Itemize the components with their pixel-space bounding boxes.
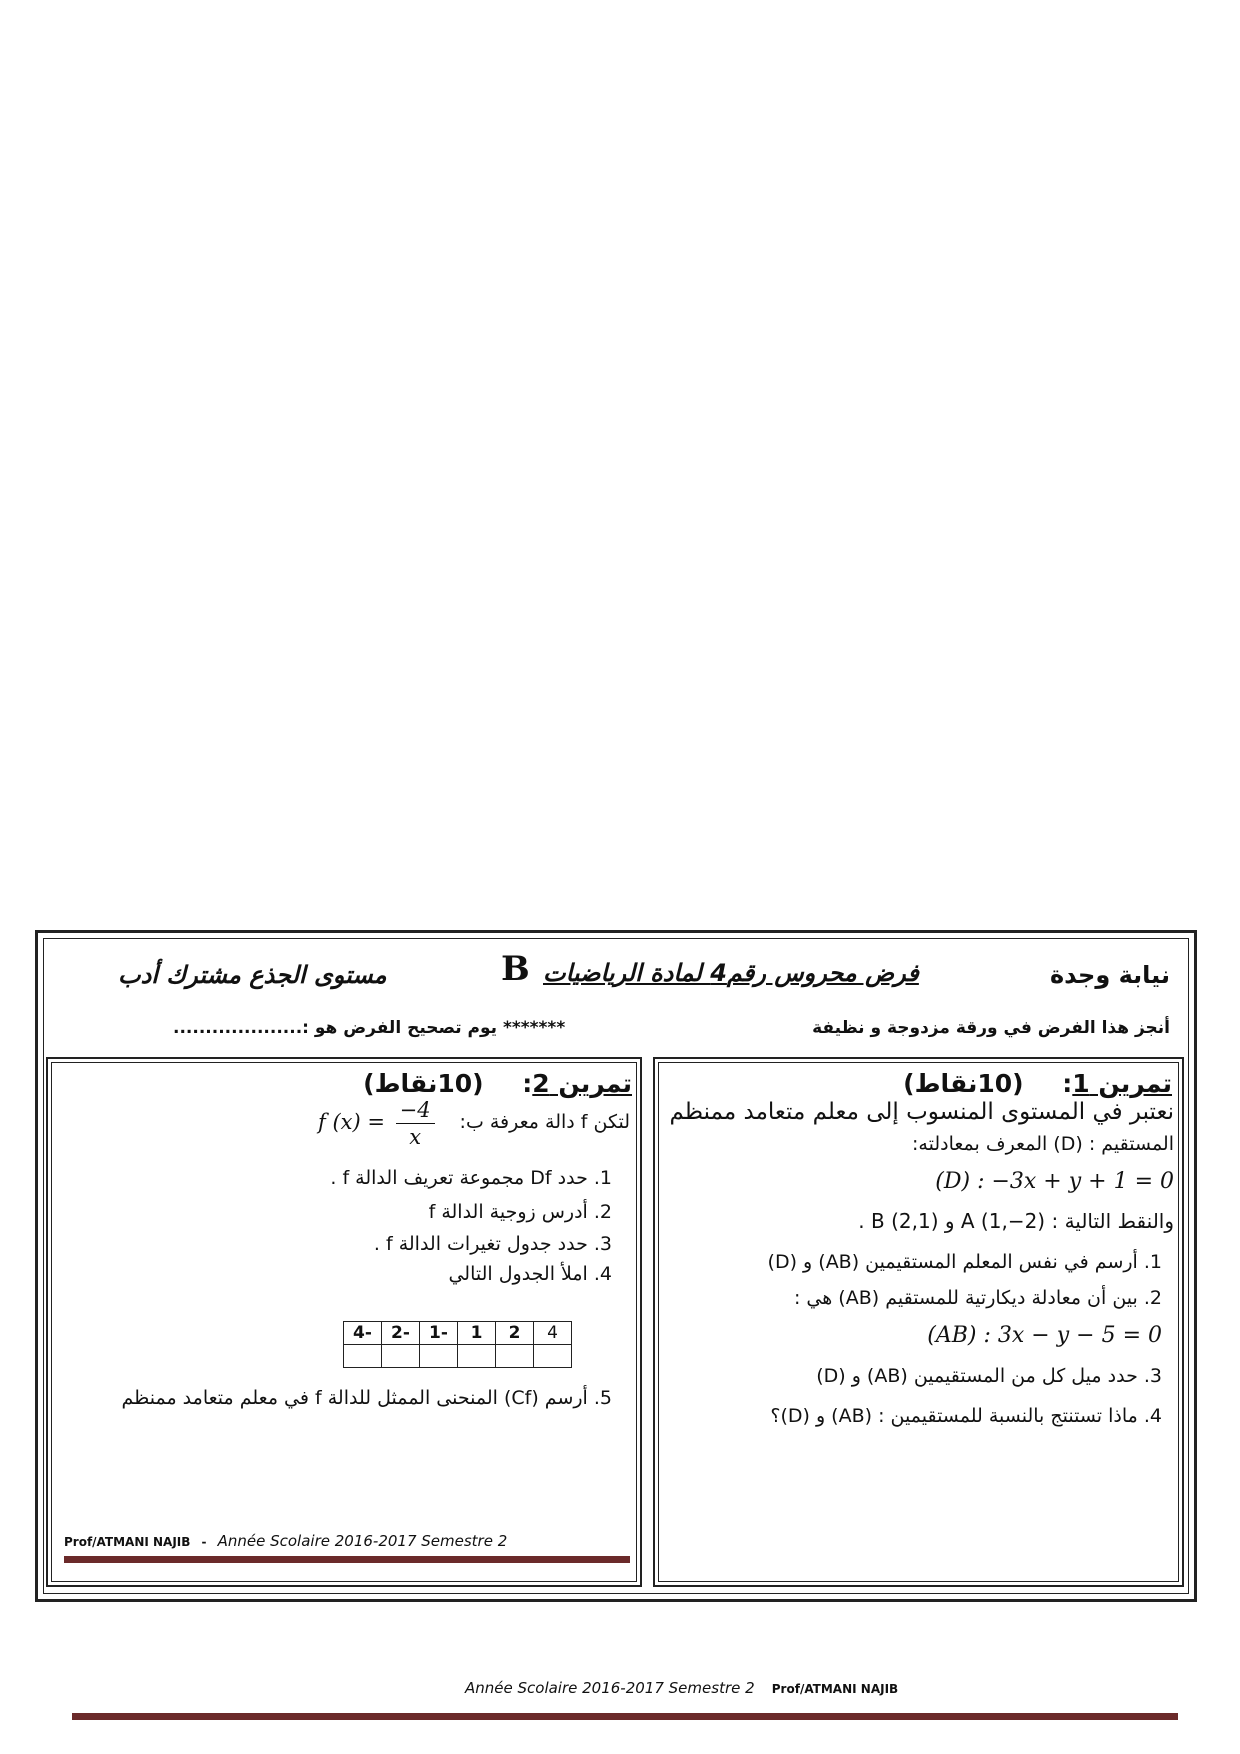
table-cell-empty	[458, 1345, 496, 1368]
table-cell-empty	[534, 1345, 572, 1368]
page-footer-strip	[72, 1713, 1178, 1720]
inner-footer-strip	[64, 1556, 630, 1563]
correction-day-text: ....................: يوم تصحيح الفرض هو *******	[173, 1018, 566, 1038]
exercise-2-title: تمرين 2: (10نقاط)	[363, 1069, 632, 1098]
exercise-2-intro: لتكن f دالة معرفة ب:	[459, 1111, 630, 1133]
table-cell-empty	[496, 1345, 534, 1368]
exercise-1-intro: نعتبر في المستوى المنسوب إلى معلم متعامد ممنظم	[669, 1099, 1174, 1125]
table-cell: 2	[496, 1322, 534, 1345]
directorate-label: نيابة وجدة	[1050, 961, 1170, 989]
page-footer	[465, 1678, 898, 1697]
exercise-1-panel	[653, 1057, 1184, 1587]
exam-title: فرض محروس رقم4 لمادة الرياضيات	[543, 959, 919, 987]
exercise-2-question-1: 1. حدد Df مجموعة تعريف الدالة f .	[330, 1167, 612, 1189]
exercise-2-question-2: 2. أدرس زوجية الدالة f	[428, 1201, 612, 1223]
exercise-1-points-line: والنقط التالية : A (1,−2) و B (2,1) .	[858, 1209, 1174, 1233]
exercise-1-question-2: 2. بين أن معادلة ديكارتية للمستقيم (AB) هي :	[793, 1287, 1162, 1309]
inner-footer: Prof/ATMANI NAJIB - Année Scolaire 2016-2017 Semestre 2	[64, 1532, 508, 1550]
inner-footer-year: Année Scolaire 2016-2017 Semestre 2	[217, 1532, 508, 1550]
exercise-1-line-definition: المستقيم : (D) المعرف بمعادلته:	[912, 1133, 1174, 1155]
equation-line-ab: (AB) : 3x − y − 5 = 0	[927, 1323, 1162, 1348]
variant-label: B	[501, 949, 530, 989]
function-definition: f (x) = $\frac{-4}{x}$	[318, 1097, 439, 1150]
exercise-2-panel	[46, 1057, 642, 1587]
table-cell-empty	[382, 1345, 420, 1368]
table-cell: -4	[344, 1322, 382, 1345]
table-cell: -1	[420, 1322, 458, 1345]
inner-footer-author: Prof/ATMANI NAJIB	[64, 1535, 191, 1549]
page-footer-year: Année Scolaire 2016-2017 Semestre 2	[465, 1679, 755, 1697]
table-cell: 1	[458, 1322, 496, 1345]
exercise-1-question-3: 3. حدد ميل كل من المستقيمين (AB) و (D)	[816, 1365, 1162, 1387]
exercise-1-question-1: 1. أرسم في نفس المعلم المستقيمين (AB) و (D)	[767, 1251, 1162, 1273]
exam-sheet	[35, 930, 1197, 1602]
exercise-1-question-4: 4. ماذا تستنتج بالنسبة للمستقيمين : (AB) و (D)؟	[770, 1405, 1162, 1427]
values-table	[343, 1321, 572, 1368]
table-cell-empty	[344, 1345, 382, 1368]
table-cell: 4	[534, 1322, 572, 1345]
exercise-2-question-5: 5. أرسم (Cf) المنحنى الممثل للدالة f في معلم متعامد ممنظم	[121, 1387, 612, 1409]
exercise-1-title: تمرين 1: (10نقاط)	[903, 1069, 1172, 1098]
exercise-2-question-4: 4. املأ الجدول التالي	[448, 1263, 612, 1285]
level-label: مستوى الجذع مشترك أدب	[118, 961, 387, 989]
values-table-row-x	[344, 1322, 572, 1345]
values-table-row-fx	[344, 1345, 572, 1368]
exercise-2-question-3: 3. حدد جدول تغيرات الدالة f .	[373, 1233, 612, 1255]
table-cell: -2	[382, 1322, 420, 1345]
instruction-text: أنجز هذا الفرض في ورقة مزدوجة و نظيفة	[812, 1018, 1170, 1038]
table-cell-empty	[420, 1345, 458, 1368]
equation-line-d: (D) : −3x + y + 1 = 0	[935, 1169, 1174, 1194]
page-footer-author: Prof/ATMANI NAJIB	[771, 1682, 899, 1696]
